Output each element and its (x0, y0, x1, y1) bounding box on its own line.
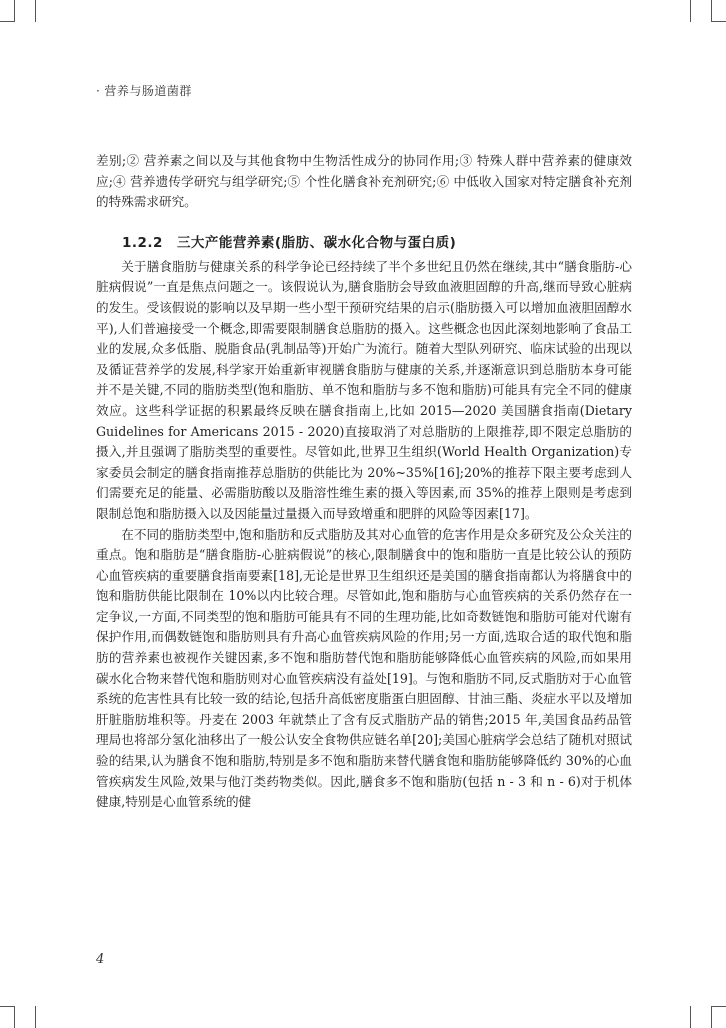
header-bullet: · (96, 84, 101, 98)
crop-mark-top-left-h (0, 21, 14, 22)
crop-mark-bottom-left-h (0, 1006, 14, 1007)
crop-mark-bottom-right-v (690, 1006, 691, 1028)
section-heading (96, 233, 632, 253)
crop-mark-top-right-h (712, 21, 726, 22)
page-body (96, 151, 632, 813)
paragraph-fat-debate: 关于膳食脂肪与健康关系的科学争论已经持续了半个多世纪且仍然在继续,其中“膳食脂肪-心脏病假说”一直是焦点问题之一。该假说认为,膳食脂肪会导致血液胆固醇的升高,继而导致心脏病的发生。受该假说的影响以及早期一些小型干预研究结果的启示(脂肪摄入可以增加血液胆固醇水平),人们普遍接受一个概念,即需要限制膳食总脂肪的摄入。这些概念也因此深刻地影响了食品工业的发展,众多低脂、脱脂食品(乳制品等)开始广为流行。随着大型队列研究、临床试验的出现以及循证营养学的发展,科学家开始重新审视膳食脂肪与健康的关系,并逐渐意识到总脂肪本身可能并不是关键,不同的脂肪类型(饱和脂肪、单不饱和脂肪与多不饱和脂肪)可能具有完全不同的健康效应。这些科学证据的积累最终反映在膳食指南上,比如 2015—2020 美国膳食指南(Dietary Guidelines for Americans 2015 - 2020)直接取消了对总脂肪的上限推荐,即不限定总脂肪的摄入,并且强调了脂肪类型的重要性。尽管如此,世界卫生组织(World Health Organization)专家委员会制定的膳食指南推荐总脂肪的供能比为 20%~35%[16];20%的推荐下限主要考虑到人们需要充足的能量、必需脂肪酸以及脂溶性维生素的摄入等因素,而 35%的推荐上限则是考虑到限制总饱和脂肪摄入以及因能量过量摄入而导致增重和肥胖的风险等因素[17]。 (96, 258, 632, 521)
crop-mark-bottom-right-v2 (711, 1006, 712, 1028)
section-title: 三大产能营养素(脂肪、碳水化合物与蛋白质) (176, 234, 457, 251)
page-number: 4 (96, 952, 105, 967)
paragraph-fat-types: 在不同的脂肪类型中,饱和脂肪和反式脂肪及其对心血管的危害作用是众多研究及公众关注的重点。饱和脂肪是“膳食脂肪-心脏病假说”的核心,限制膳食中的饱和脂肪一直是比较公认的预防心血管疾病的重要膳食指南要素[18],无论是世界卫生组织还是美国的膳食指南都认为将膳食中的饱和脂肪供能比限制在 10%以内比较合理。尽管如此,饱和脂肪与心血管疾病的关系仍然存在一定争议,一方面,不同类型的饱和脂肪可能具有不同的生理功能,比如奇数链饱和脂肪可能对代谢有保护作用,而偶数链饱和脂肪则具有升高心血管疾病风险的作用;另一方面,选取合适的取代饱和脂肪的营养素也被视作关键因素,多不饱和脂肪替代饱和脂肪能够降低心血管疾病的风险,而如果用碳水化合物来替代饱和脂肪则对心血管疾病没有益处[19]。与饱和脂肪不同,反式脂肪对于心血管系统的危害性具有比较一致的结论,包括升高低密度脂蛋白胆固醇、甘油三酯、炎症水平以及增加肝脏脂肪堆积等。丹麦在 2003 年就禁止了含有反式脂肪产品的销售;2015 年,美国食品药品管理局也将部分氢化油移出了一般公认安全食物供应链名单[20];美国心脏病学会总结了随机对照试验的结果,认为膳食不饱和脂肪,特别是多不饱和脂肪来替代膳食饱和脂肪能够降低约 30%的心血管疾病发生风险,效果与他汀类药物类似。因此,膳食多不饱和脂肪(包括 n - 3 和 n - 6)对于机体健康,特别是心血管系统的健 (96, 526, 632, 810)
paragraph-continued: 差别;② 营养素之间以及与其他食物中生物活性成分的协同作用;③ 特殊人群中营养素的健康效应;④ 营养遗传学研究与组学研究;⑤ 个性化膳食补充剂研究;⑥ 中低收入国家对特定膳食补充剂的特殊需求研究。 (96, 153, 632, 210)
crop-mark-top-right-v2 (711, 0, 712, 22)
crop-mark-top-left-v2 (35, 0, 36, 22)
running-header (96, 82, 192, 99)
running-title: 营养与肠道菌群 (104, 84, 192, 98)
crop-mark-bottom-right-h (712, 1006, 726, 1007)
crop-mark-top-right-v (690, 0, 691, 22)
crop-mark-bottom-left-v (14, 1006, 15, 1028)
section-number: 1.2.2 (122, 234, 163, 251)
crop-mark-bottom-left-v2 (35, 1006, 36, 1028)
crop-mark-top-left-v (14, 0, 15, 22)
